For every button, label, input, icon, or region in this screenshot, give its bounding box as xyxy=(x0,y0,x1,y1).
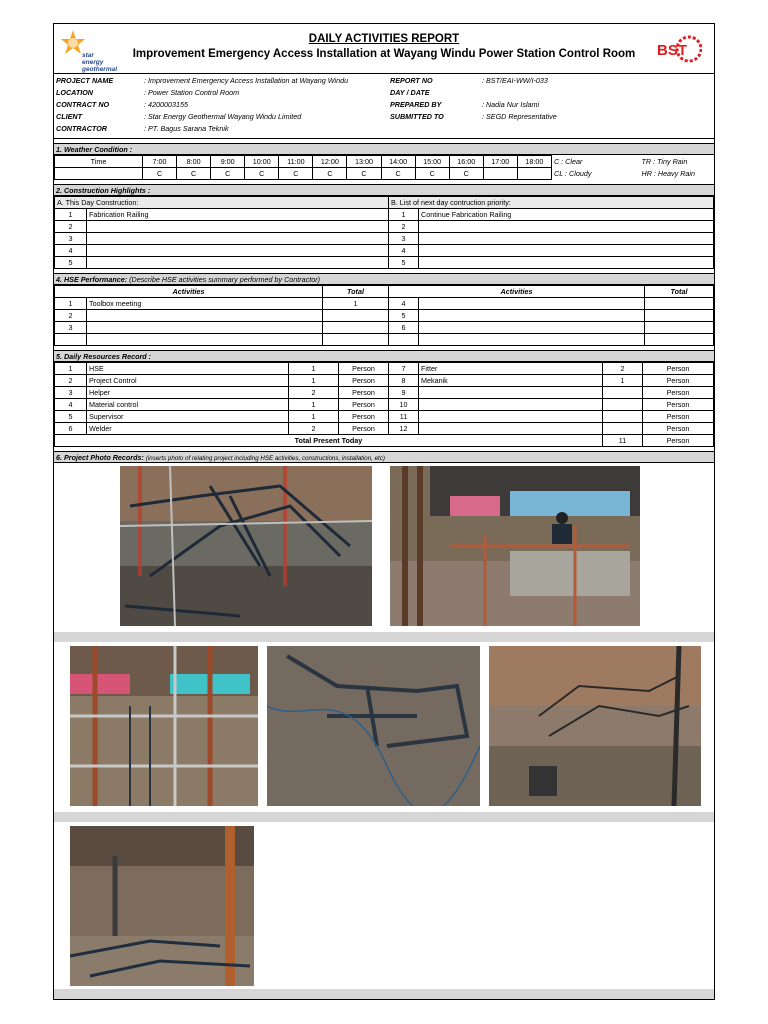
legend-cloudy: CL : Cloudy xyxy=(552,168,640,180)
this-day-item xyxy=(87,233,389,245)
resource-role: Fitter xyxy=(419,363,603,375)
photos-section-title xyxy=(54,451,714,463)
hse-activity xyxy=(419,298,645,310)
client-value: : Star Energy Geothermal Wayang Windu Limited xyxy=(144,112,302,121)
weather-cell: C xyxy=(143,168,177,180)
contractor-label: CONTRACTOR xyxy=(56,124,107,133)
legend-tiny-rain: TR : Tiny Rain xyxy=(641,157,688,166)
hse-activity xyxy=(419,322,645,334)
photo-grid xyxy=(54,463,714,999)
weather-cell: C xyxy=(211,168,245,180)
row-number: 3 xyxy=(55,322,87,334)
contract-no-label: CONTRACT NO xyxy=(56,100,110,109)
hse-total-header: Total xyxy=(645,286,714,298)
prepared-by-value: : Nadia Nur Islami xyxy=(482,100,540,109)
logo-word-3: geothermal xyxy=(82,66,118,73)
site-photo[interactable] xyxy=(70,646,258,806)
weather-cell xyxy=(483,168,517,180)
logo-word-1: star xyxy=(82,52,94,59)
weather-table xyxy=(54,155,714,180)
resource-unit: Person xyxy=(643,387,714,399)
report-no-value: : BST/EAI-WW/I-033 xyxy=(482,76,548,85)
row-number: 2 xyxy=(55,375,87,387)
resource-qty: 2 xyxy=(289,387,339,399)
resource-role xyxy=(419,411,603,423)
construction-table xyxy=(54,196,714,269)
hse-total xyxy=(645,310,714,322)
submitted-to-value: : SEGD Representative xyxy=(482,112,557,121)
time-cell: 18:00 xyxy=(517,156,551,168)
row-number xyxy=(55,334,87,346)
hse-total xyxy=(323,322,389,334)
resource-qty: 1 xyxy=(289,363,339,375)
hse-table xyxy=(54,285,714,346)
row-number: 1 xyxy=(55,209,87,221)
this-day-item: Fabrication Railing xyxy=(87,209,389,221)
time-cell: 17:00 xyxy=(483,156,517,168)
photos-section-label: 6. Project Photo Records: xyxy=(56,453,144,462)
client-label: CLIENT xyxy=(56,112,82,121)
weather-cell: C xyxy=(347,168,381,180)
time-cell: 13:00 xyxy=(347,156,381,168)
contract-no-value: : 4200003155 xyxy=(144,100,188,109)
hse-section-label: 4. HSE Performance: xyxy=(56,275,128,284)
row-number: 7 xyxy=(389,363,419,375)
row-number: 2 xyxy=(55,310,87,322)
hse-total-header: Total xyxy=(323,286,389,298)
weather-cell: C xyxy=(313,168,347,180)
daily-activities-report xyxy=(53,23,715,1000)
row-number: 1 xyxy=(55,363,87,375)
weather-cell: C xyxy=(279,168,313,180)
resource-qty: 2 xyxy=(603,363,643,375)
resources-section-title: 5. Daily Resources Record : xyxy=(54,350,714,362)
site-photo[interactable] xyxy=(70,826,254,986)
location-value: : Power Station Control Room xyxy=(144,88,240,97)
site-photo[interactable] xyxy=(267,646,480,806)
report-title: DAILY ACTIVITIES REPORT xyxy=(308,33,460,45)
time-cell: 7:00 xyxy=(143,156,177,168)
row-number: 2 xyxy=(55,221,87,233)
total-present-unit: Person xyxy=(643,435,714,447)
resource-qty: 1 xyxy=(289,399,339,411)
resource-unit: Person xyxy=(339,399,389,411)
project-info xyxy=(54,74,714,139)
time-cell: 9:00 xyxy=(211,156,245,168)
resource-unit: Person xyxy=(643,375,714,387)
time-cell: 16:00 xyxy=(449,156,483,168)
hse-total xyxy=(323,334,389,346)
row-number: 6 xyxy=(389,322,419,334)
resource-qty xyxy=(603,387,643,399)
resources-table xyxy=(54,362,714,447)
row-number: 8 xyxy=(389,375,419,387)
row-number xyxy=(389,334,419,346)
bst-logo xyxy=(652,33,702,65)
resource-qty xyxy=(603,399,643,411)
weather-cell: C xyxy=(381,168,415,180)
row-number: 12 xyxy=(389,423,419,435)
row-number: 3 xyxy=(55,233,87,245)
resource-role xyxy=(419,387,603,399)
hse-total xyxy=(645,334,714,346)
resource-qty: 1 xyxy=(289,411,339,423)
next-day-item: Continue Fabrication Railing xyxy=(419,209,714,221)
row-number: 3 xyxy=(55,387,87,399)
day-date-value xyxy=(480,87,714,99)
time-cell: 14:00 xyxy=(381,156,415,168)
resource-role: Project Control xyxy=(87,375,289,387)
resource-role: Supervisor xyxy=(87,411,289,423)
resource-role: HSE xyxy=(87,363,289,375)
resource-qty: 2 xyxy=(289,423,339,435)
hse-section-note: (Describe HSE activities summary performed by Contractor) xyxy=(129,275,321,284)
hse-activity xyxy=(87,322,323,334)
hse-activities-header: Activities xyxy=(55,286,323,298)
project-name-value: : Improvement Emergency Access Installation at Wayang Windu xyxy=(144,76,349,85)
row-number: 4 xyxy=(55,245,87,257)
resource-unit: Person xyxy=(339,387,389,399)
resource-unit: Person xyxy=(339,411,389,423)
row-number: 5 xyxy=(389,257,419,269)
resource-qty xyxy=(603,411,643,423)
next-day-title: B. List of next day contruction priority: xyxy=(389,197,714,209)
resource-role xyxy=(419,399,603,411)
day-date-label: DAY / DATE xyxy=(390,88,430,97)
resource-unit: Person xyxy=(339,375,389,387)
this-day-title: A. This Day Construction: xyxy=(55,197,389,209)
row-number: 4 xyxy=(389,245,419,257)
location-label: LOCATION xyxy=(56,88,93,97)
this-day-item xyxy=(87,257,389,269)
row-number: 1 xyxy=(389,209,419,221)
weather-cell: C xyxy=(177,168,211,180)
resource-unit: Person xyxy=(643,399,714,411)
resource-role: Welder xyxy=(87,423,289,435)
hse-total xyxy=(645,298,714,310)
row-number: 4 xyxy=(389,298,419,310)
weather-cell: C xyxy=(415,168,449,180)
time-cell: 15:00 xyxy=(415,156,449,168)
total-present-label: Total Present Today xyxy=(55,435,603,447)
resource-unit: Person xyxy=(643,423,714,435)
hse-activities-header: Activities xyxy=(389,286,645,298)
hse-total: 1 xyxy=(323,298,389,310)
hse-section-title xyxy=(54,273,714,285)
time-cell: 12:00 xyxy=(313,156,347,168)
row-number: 5 xyxy=(55,257,87,269)
row-number: 5 xyxy=(55,411,87,423)
site-photo[interactable] xyxy=(120,466,372,626)
time-cell: 11:00 xyxy=(279,156,313,168)
next-day-item xyxy=(419,257,714,269)
hse-activity: Toolbox meeting xyxy=(87,298,323,310)
resource-role xyxy=(419,423,603,435)
report-subtitle: Improvement Emergency Access Installation at Wayang Windu Power Station Control Room xyxy=(132,48,636,60)
submitted-to-label: SUBMITTED TO xyxy=(390,112,444,121)
weather-section-title: 1. Weather Condition : xyxy=(54,143,714,155)
time-label: Time xyxy=(55,156,143,168)
next-day-item xyxy=(419,245,714,257)
row-number: 5 xyxy=(389,310,419,322)
row-number: 3 xyxy=(389,233,419,245)
resource-unit: Person xyxy=(339,363,389,375)
next-day-item xyxy=(419,233,714,245)
resource-unit: Person xyxy=(643,411,714,423)
legend-clear: C : Clear xyxy=(552,156,640,168)
site-photo[interactable] xyxy=(390,466,640,626)
hse-activity xyxy=(419,310,645,322)
contractor-value: : PT. Bagus Sarana Teknik xyxy=(144,124,229,133)
next-day-item xyxy=(419,221,714,233)
row-number: 4 xyxy=(55,399,87,411)
report-header xyxy=(54,24,714,74)
time-cell: 8:00 xyxy=(177,156,211,168)
resource-role: Material control xyxy=(87,399,289,411)
hse-total xyxy=(645,322,714,334)
resource-qty: 1 xyxy=(603,375,643,387)
resource-qty: 1 xyxy=(289,375,339,387)
row-number: 1 xyxy=(55,298,87,310)
report-no-label: REPORT NO xyxy=(390,76,433,85)
resource-unit: Person xyxy=(643,363,714,375)
hse-activity xyxy=(87,334,323,346)
this-day-item xyxy=(87,245,389,257)
weather-cell: C xyxy=(449,168,483,180)
resource-role: Helper xyxy=(87,387,289,399)
resource-role: Mekanik xyxy=(419,375,603,387)
time-cell: 10:00 xyxy=(245,156,279,168)
row-number: 11 xyxy=(389,411,419,423)
row-number: 9 xyxy=(389,387,419,399)
row-number: 2 xyxy=(389,221,419,233)
resource-qty xyxy=(603,423,643,435)
resource-unit: Person xyxy=(339,423,389,435)
total-present-value: 11 xyxy=(603,435,643,447)
photos-section-note: (inserts photo of relating project including HSE activities, constructions, installation, etc) xyxy=(145,455,385,462)
prepared-by-label: PREPARED BY xyxy=(390,100,442,109)
legend-heavy-rain: HR : Heavy Rain xyxy=(641,169,696,178)
hse-total xyxy=(323,310,389,322)
site-photo[interactable] xyxy=(489,646,701,806)
row-number: 6 xyxy=(55,423,87,435)
bst-logo-text: BST xyxy=(657,42,687,59)
this-day-item xyxy=(87,221,389,233)
construction-section-title: 2. Construction Highlights : xyxy=(54,184,714,196)
project-name-label: PROJECT NAME xyxy=(56,76,114,85)
hse-activity xyxy=(419,334,645,346)
row-number: 10 xyxy=(389,399,419,411)
weather-cell: C xyxy=(245,168,279,180)
logo-word-2: energy xyxy=(82,59,104,66)
hse-activity xyxy=(87,310,323,322)
weather-cell xyxy=(517,168,551,180)
